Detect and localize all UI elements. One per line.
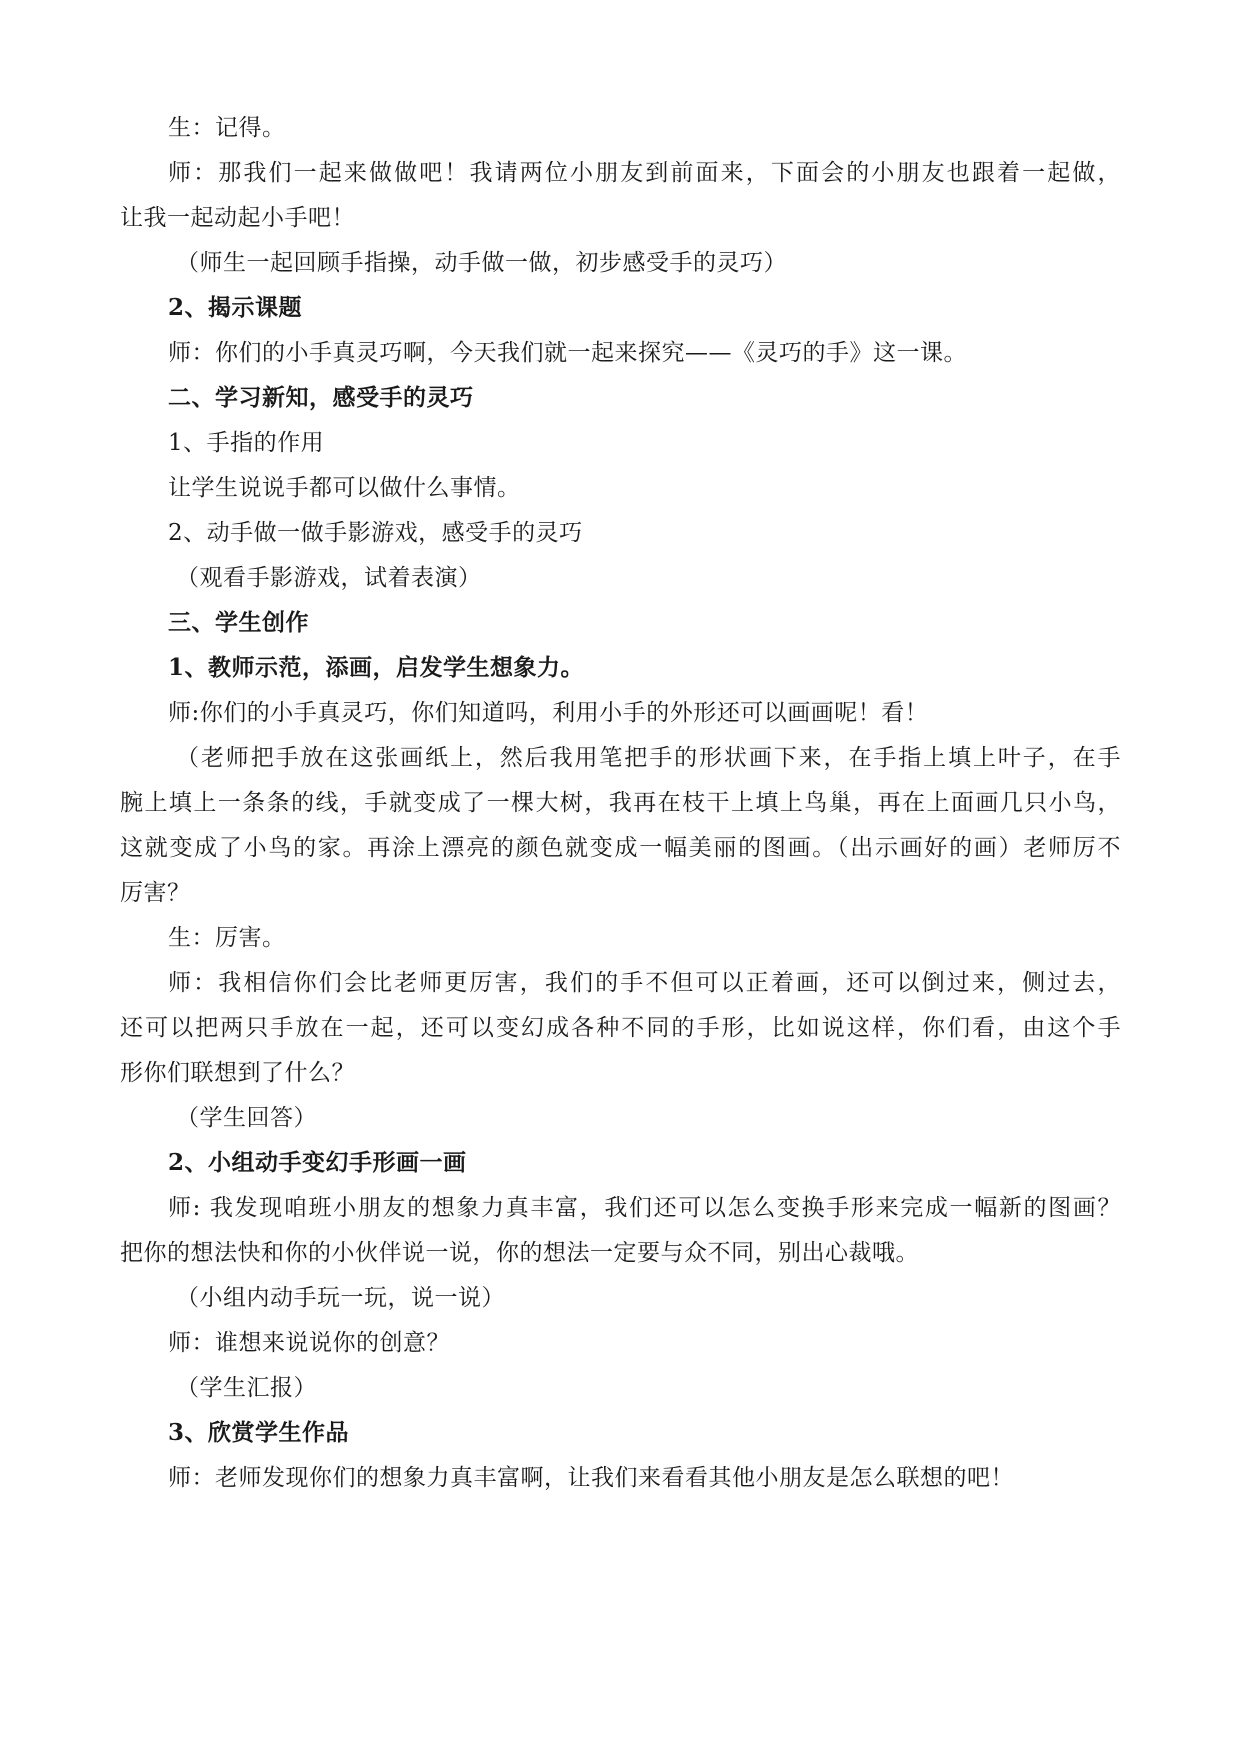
text-line: （学生回答） xyxy=(176,1105,317,1131)
text-line: 让学生说说手都可以做什么事情。 xyxy=(168,475,521,501)
text-line: 师：你们的小手真灵巧啊，今天我们就一起来探究——《灵巧的手》这一课。 xyxy=(168,340,967,366)
text-line: 这就变成了小鸟的家。再涂上漂亮的颜色就变成一幅美丽的图画。（出示画好的画）老师厉不 xyxy=(120,835,1121,861)
text-line: 腕上填上一条条的线，手就变成了一棵大树，我再在枝干上填上鸟巢，再在上面画几只小鸟， xyxy=(120,790,1121,816)
text-line: （师生一起回顾手指操，动手做一做，初步感受手的灵巧） xyxy=(176,250,787,276)
text-line: 1、手指的作用 xyxy=(168,430,325,456)
text-line: （观看手影游戏，试着表演） xyxy=(176,565,482,591)
text-line: （老师把手放在这张画纸上，然后我用笔把手的形状画下来，在手指上填上叶子，在手 xyxy=(176,745,1121,771)
text-line: 2、动手做一做手影游戏，感受手的灵巧 xyxy=(168,520,583,546)
text-line: 生：记得。 xyxy=(168,115,286,141)
section-heading: 2、揭示课题 xyxy=(168,294,303,321)
text-line: 厉害？ xyxy=(120,880,191,906)
text-line: 师：那我们一起来做做吧！我请两位小朋友到前面来，下面会的小朋友也跟着一起做， xyxy=(168,160,1121,186)
text-line: 师：老师发现你们的想象力真丰富啊，让我们来看看其他小朋友是怎么联想的吧！ xyxy=(168,1465,1014,1491)
text-line: 师:你们的小手真灵巧，你们知道吗，利用小手的外形还可以画画呢！看！ xyxy=(168,700,929,726)
text-line: 把你的想法快和你的小伙伴说一说，你的想法一定要与众不同，别出心裁哦。 xyxy=(120,1240,919,1266)
text-line: （学生汇报） xyxy=(176,1375,317,1401)
section-heading: 二、学习新知，感受手的灵巧 xyxy=(168,384,474,411)
section-heading: 2、小组动手变幻手形画一画 xyxy=(168,1149,467,1176)
section-heading: 3、欣赏学生作品 xyxy=(168,1419,350,1446)
text-line: 师：我相信你们会比老师更厉害，我们的手不但可以正着画，还可以倒过来，侧过去， xyxy=(168,970,1121,996)
section-heading: 1、教师示范，添画，启发学生想象力。 xyxy=(168,654,585,681)
text-line: 师: 我发现咱班小朋友的想象力真丰富，我们还可以怎么变换手形来完成一幅新的图画？ xyxy=(168,1195,1121,1221)
text-line: 生：厉害。 xyxy=(168,925,286,951)
section-heading: 三、学生创作 xyxy=(168,609,309,636)
text-line: 让我一起动起小手吧！ xyxy=(120,205,355,231)
text-line: 还可以把两只手放在一起，还可以变幻成各种不同的手形，比如说这样，你们看，由这个手 xyxy=(120,1015,1121,1041)
text-line: 师：谁想来说说你的创意？ xyxy=(168,1330,450,1356)
text-line: 形你们联想到了什么？ xyxy=(120,1060,355,1086)
text-line: （小组内动手玩一玩，说一说） xyxy=(176,1285,505,1311)
